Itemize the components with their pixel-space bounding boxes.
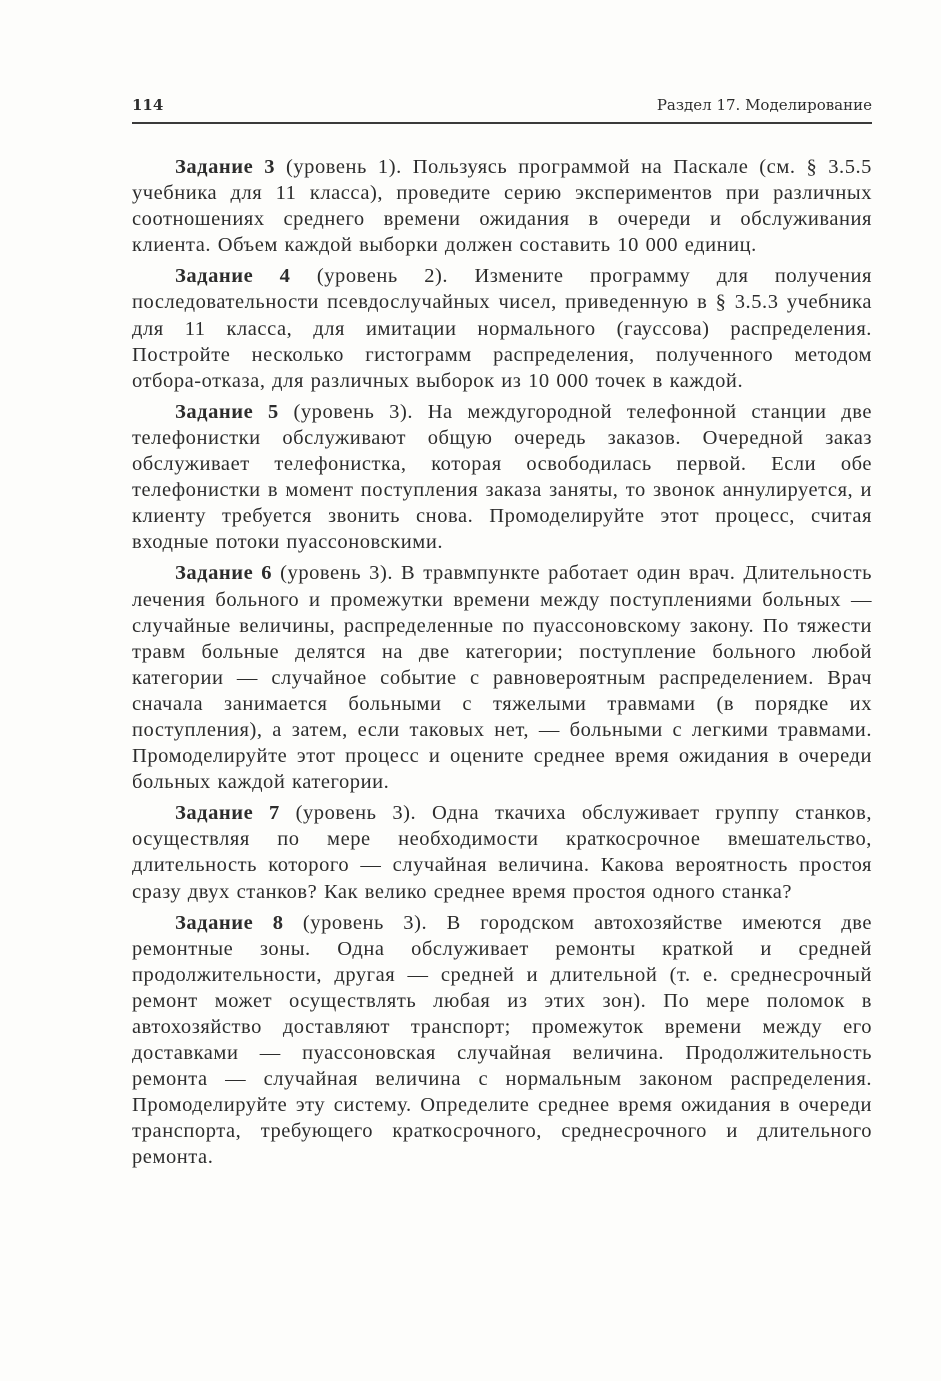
task-text: (уровень 1). Пользуясь программой на Паскале (см. § 3.5.5 учебника для 11 класса), проведите серию экспериментов при различных соотношениях среднего времени ожидания в очереди и обслуживания клиента. Объем каждой выборки должен составить 10 000 единиц.	[132, 156, 872, 257]
page-number: 114	[132, 96, 164, 114]
task-text: (уровень 2). Измените программу для получения последовательности псевдослучайных чисел, приведенную в § 3.5.3 учебника для 11 класса, для имитации нормального (гауссова) распределения. Постройте несколько гистограмм распределения, полученного методом отбора-отказа, для различных выборок из 10 000 точек в каждой.	[132, 265, 872, 392]
task-4	[132, 263, 872, 393]
task-label: Задание 5	[175, 400, 279, 423]
running-header	[132, 96, 872, 124]
task-text: (уровень 3). В травмпункте работает один врач. Длительность лечения больного и промежутки времени между поступлениями больных — случайные величины, распределенные по пуассоновскому закону. По тяжести травм больные делятся на две категории; поступление больного любой категории — случайное событие с равновероятным распределением. Врач сначала занимается больными с тяжелыми травмами (в порядке их поступления), а затем, если таковых нет, — больными с легкими травмами. Промоделируйте этот процесс и оцените среднее время ожидания в очереди больных каждой категории.	[132, 562, 872, 794]
task-label: Задание 7	[175, 802, 280, 825]
task-5	[132, 399, 872, 556]
task-label: Задание 4	[175, 265, 291, 288]
task-text: (уровень 3). В городском автохозяйстве имеются две ремонтные зоны. Одна обслуживает ремонты краткой и средней продолжительности, другая — средней и длительной (т. е. среднесрочный ремонт может осуществлять любая из этих зон). По мере поломок в автохозяйство доставляют транспорт; промежуток времени между его доставками — пуассоновская случайная величина. Продолжительность ремонта — случайная величина с нормальным законом распределения. Промоделируйте эту систему. Определите среднее время ожидания в очереди транспорта, требующего краткосрочного, среднесрочного и длительного ремонта.	[132, 911, 872, 1169]
task-3	[132, 154, 872, 258]
task-label: Задание 3	[175, 156, 276, 178]
task-label: Задание 8	[175, 911, 284, 934]
section-title: Раздел 17. Моделирование	[656, 96, 872, 114]
task-6	[132, 560, 872, 795]
page-body	[132, 154, 872, 1176]
task-8	[132, 910, 872, 1171]
task-label: Задание 6	[175, 562, 273, 585]
task-text: (уровень 3). Одна ткачиха обслуживает группу станков, осуществляя по мере необходимости краткосрочное вмешательство, длительность которого — случайная величина. Какова вероятность простоя сразу двух станков? Как велико среднее время простоя одного станка?	[132, 802, 872, 903]
task-text: (уровень 3). На междугородной телефонной станции две телефонистки обслуживают общую очередь заказов. Очередной заказ обслуживает телефонистка, которая освободилась первой. Если обе телефонистки в момент поступления заказа заняты, то звонок аннулируется, и клиенту требуется звонить снова. Промоделируйте этот процесс, считая входные потоки пуассоновскими.	[132, 400, 872, 554]
task-7	[132, 800, 872, 904]
